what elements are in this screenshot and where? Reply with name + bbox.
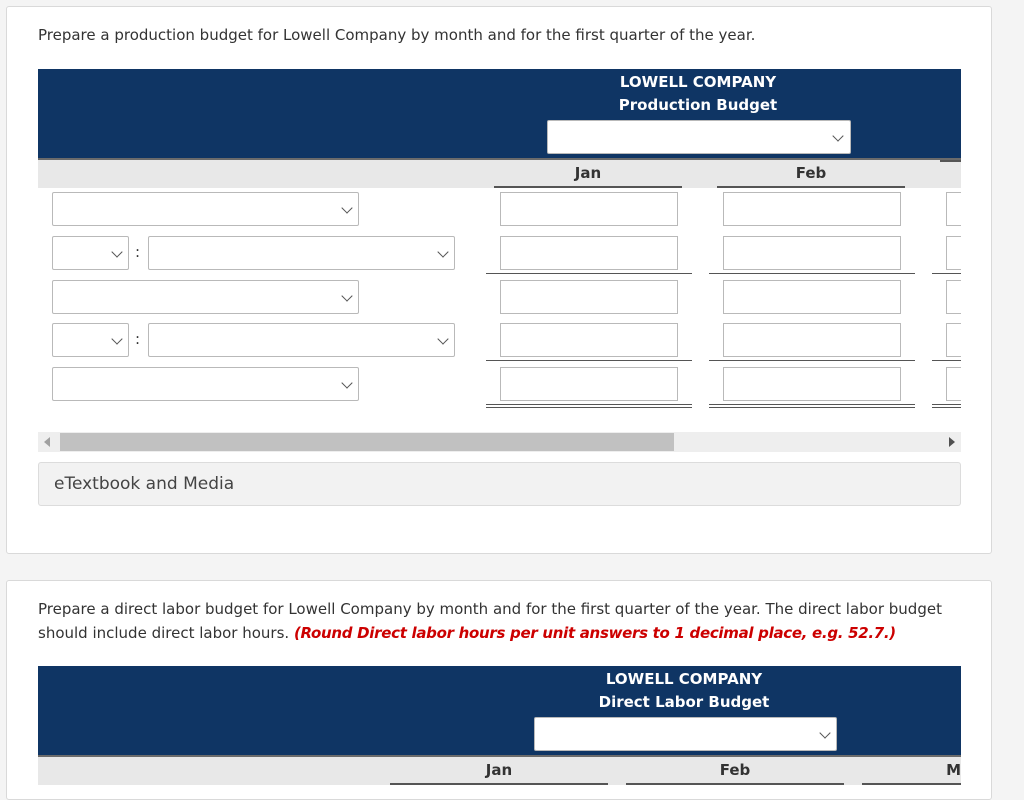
period-select[interactable]	[547, 120, 851, 154]
row2-jan-input[interactable]	[500, 236, 678, 270]
row3-quarter-input[interactable]	[946, 280, 961, 314]
row4-jan-input[interactable]	[500, 323, 678, 357]
row1-feb-input[interactable]	[723, 192, 901, 226]
row5-quarter-input[interactable]	[946, 367, 961, 401]
budget-title: Direct Labor Budget	[598, 693, 770, 711]
column-header-jan: Jan	[494, 160, 682, 188]
column-header-feb: Feb	[717, 160, 905, 188]
row1-quarter-input[interactable]	[946, 192, 961, 226]
column-header-row	[38, 757, 961, 785]
production-budget-card	[6, 6, 992, 554]
scrollbar-thumb[interactable]	[60, 433, 674, 451]
horizontal-scrollbar[interactable]	[38, 432, 961, 452]
company-name: LOWELL COMPANY	[619, 73, 777, 91]
production-budget-header	[38, 69, 961, 160]
row1-label-select[interactable]	[52, 192, 359, 226]
total-double-underline	[932, 404, 961, 408]
colon-separator: :	[135, 243, 141, 261]
production-budget-prompt: Prepare a production budget for Lowell Company by month and for the first quarter of the year.	[38, 26, 756, 44]
colon-separator: :	[135, 330, 141, 348]
direct-labor-prompt	[38, 597, 968, 645]
scroll-left-arrow-icon[interactable]	[44, 437, 50, 447]
row3-jan-input[interactable]	[500, 280, 678, 314]
row2-operator-select[interactable]	[52, 236, 129, 270]
subtotal-underline	[932, 360, 961, 361]
row5-label-select[interactable]	[52, 367, 359, 401]
subtotal-underline	[486, 360, 692, 361]
column-header-feb: Feb	[626, 757, 844, 785]
row4-quarter-input[interactable]	[946, 323, 961, 357]
row2-feb-input[interactable]	[723, 236, 901, 270]
row3-feb-input[interactable]	[723, 280, 901, 314]
direct-labor-budget-header	[38, 666, 961, 757]
direct-labor-budget-card	[6, 580, 992, 800]
column-header-mar: M	[862, 757, 961, 785]
column-header-partial	[940, 160, 961, 162]
column-header-jan: Jan	[390, 757, 608, 785]
company-name: LOWELL COMPANY	[605, 670, 763, 688]
period-select[interactable]	[534, 717, 837, 751]
row3-label-select[interactable]	[52, 280, 359, 314]
budget-title: Production Budget	[618, 96, 778, 114]
row2-quarter-input[interactable]	[946, 236, 961, 270]
row5-feb-input[interactable]	[723, 367, 901, 401]
scroll-right-arrow-icon[interactable]	[949, 437, 955, 447]
subtotal-underline	[932, 273, 961, 274]
rounding-note: (Round Direct labor hours per unit answers to 1 decimal place, e.g. 52.7.)	[293, 624, 896, 642]
row4-feb-input[interactable]	[723, 323, 901, 357]
row1-jan-input[interactable]	[500, 192, 678, 226]
row5-jan-input[interactable]	[500, 367, 678, 401]
total-double-underline	[709, 404, 915, 408]
row2-label-select[interactable]	[148, 236, 455, 270]
subtotal-underline	[709, 273, 915, 274]
subtotal-underline	[709, 360, 915, 361]
row4-label-select[interactable]	[148, 323, 455, 357]
direct-labor-prompt-text: Prepare a direct labor budget for Lowell Company by month and for the first quarter of the year. The direct labor budget should include direct labor hours.	[38, 600, 942, 642]
column-header-row	[38, 160, 961, 188]
etextbook-media-button[interactable]: eTextbook and Media	[38, 462, 961, 506]
subtotal-underline	[486, 273, 692, 274]
row4-operator-select[interactable]	[52, 323, 129, 357]
total-double-underline	[486, 404, 692, 408]
